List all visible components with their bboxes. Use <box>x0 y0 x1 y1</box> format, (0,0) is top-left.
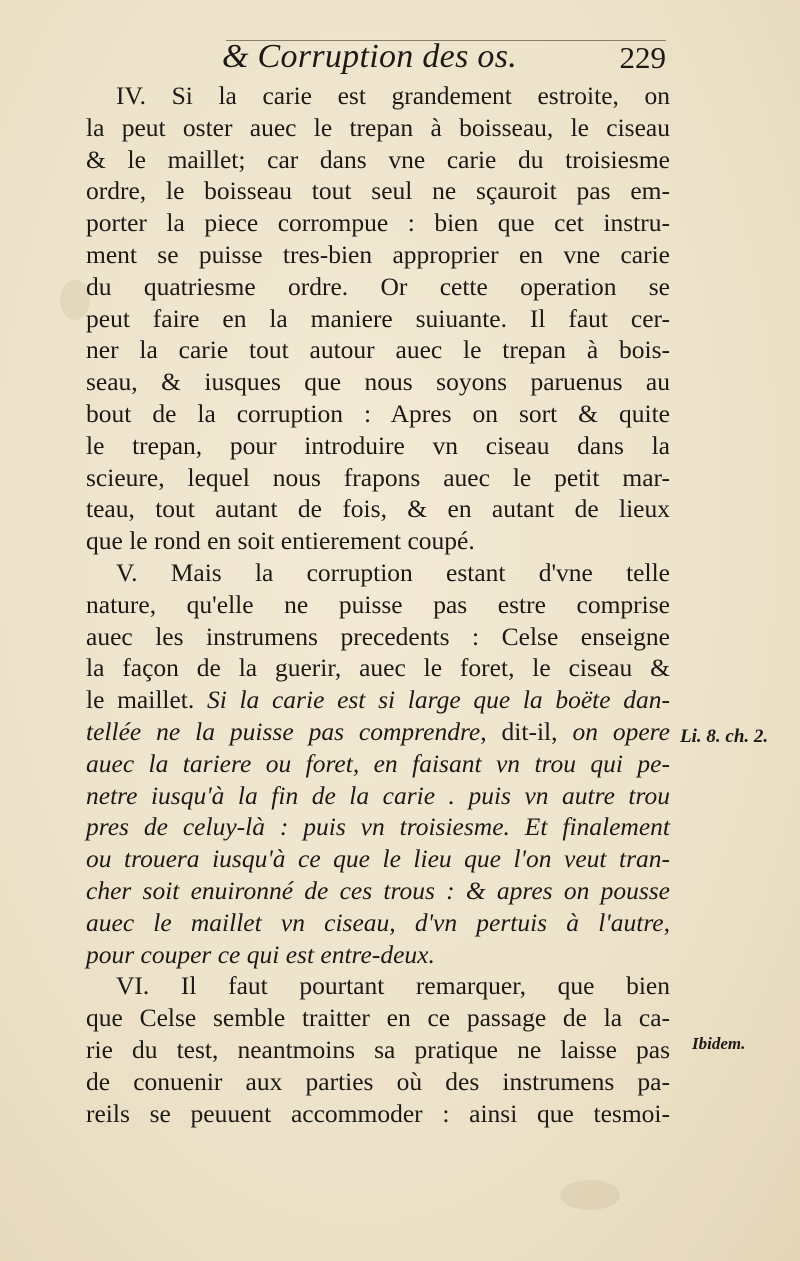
text-line: VI. Il faut pourtant remarquer, que bien <box>116 971 670 1001</box>
text-line: de conuenir aux parties où des instrumens pa- <box>86 1066 670 1096</box>
text-line: V. Mais la corruption estant d'vne telle <box>116 557 670 587</box>
text-line: IV. Si la carie est grandement estroite, on <box>116 81 670 110</box>
text-line: scieure, lequel nous frapons auec le petit mar- <box>86 462 670 492</box>
text-line: seau, & iusques que nous soyons paruenus au <box>86 367 670 397</box>
text-line: cher soit enuironné de ces trous : & apres on pousse <box>86 875 670 905</box>
text-line: netre iusqu'à la fin de la carie . puis vn autre trou <box>86 780 670 810</box>
page-header <box>222 34 674 78</box>
text-line: ment se puisse tres-bien approprier en vne carie <box>86 239 670 269</box>
text-line: ordre, le boisseau tout seul ne sçauroit pas em- <box>86 176 670 206</box>
margin-note-reference: Li. 8. ch. 2. <box>680 726 769 747</box>
text-line <box>86 716 670 748</box>
text-line: auec les instrumens precedents : Celse enseigne <box>86 621 670 651</box>
text-line: que Celse semble traitter en ce passage de la ca- <box>86 1003 670 1033</box>
text-line: la façon de la guerir, auec le foret, le ciseau & <box>86 653 670 683</box>
text-line: que le rond en soit entierement coupé. <box>86 526 475 556</box>
text-line: auec le maillet vn ciseau, d'vn pertuis à l'autre, <box>86 907 670 937</box>
text-line <box>86 684 670 716</box>
text-line: auec la tariere ou foret, en faisant vn trou qui pe- <box>86 748 670 778</box>
text-line: porter la piece corrompue : bien que cet instru- <box>86 208 670 238</box>
text-line: ner la carie tout autour auec le trepan à bois- <box>86 335 670 365</box>
text-line: du quatriesme ordre. Or cette operation se <box>86 271 670 301</box>
text-line: pres de celuy-là : puis vn troisiesme. Et finalement <box>86 812 670 842</box>
text-line: la peut oster auec le trepan à boisseau, le ciseau <box>86 112 670 142</box>
text-line: bout de la corruption : Apres on sort & quite <box>86 398 670 428</box>
text-line: peut faire en la maniere suiuante. Il faut cer- <box>86 303 670 333</box>
paper-stain <box>560 1180 620 1210</box>
quotation-run: on opere <box>572 716 670 746</box>
text-run: , dit-il, <box>480 716 573 746</box>
text-line: pour couper ce qui est entre-deux. <box>86 939 435 969</box>
text-line: rie du test, neantmoins sa pratique ne laisse pas <box>86 1034 670 1064</box>
quotation-run: Si la carie est si large que la boëte dan- <box>206 685 670 715</box>
text-line: le trepan, pour introduire vn ciseau dans la <box>86 430 670 460</box>
margin-note-ibidem: Ibidem. <box>692 1034 746 1053</box>
text-run: le maillet. <box>86 685 207 715</box>
text-line: ou trouera iusqu'à ce que le lieu que l'on veut tran- <box>86 844 670 874</box>
running-head: & Corruption des os. <box>222 38 518 75</box>
text-line: teau, tout autant de fois, & en autant de lieux <box>86 494 670 524</box>
body-text <box>86 80 670 1129</box>
quotation-run: tellée ne la puisse pas comprendre <box>86 716 481 746</box>
text-line: & le maillet; car dans vne carie du troisiesme <box>86 144 670 174</box>
text-line: nature, qu'elle ne puisse pas estre comprise <box>86 589 670 619</box>
page-number: 229 <box>619 40 666 75</box>
text-line: reils se peuuent accommoder : ainsi que tesmoi- <box>86 1098 670 1128</box>
